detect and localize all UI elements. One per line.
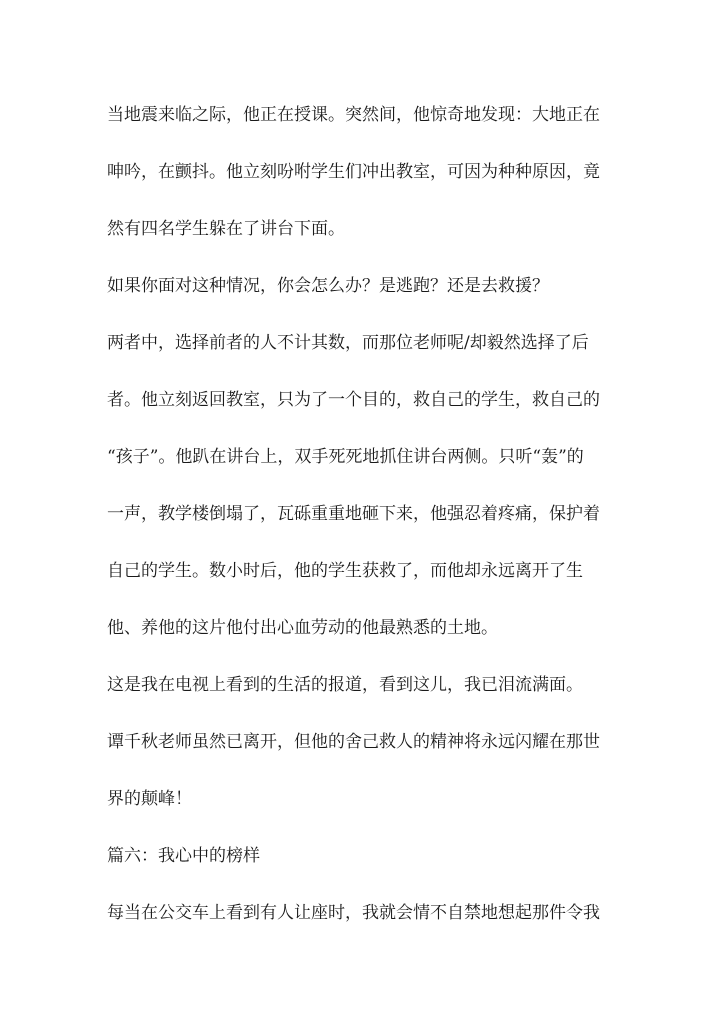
paragraph-line: 呻吟，在颤抖。他立刻吩咐学生们冲出教室，可因为种种原因，竟 bbox=[107, 162, 600, 182]
paragraph-line: 谭千秋老师虽然已离开，但他的舍己救人的精神将永远闪耀在那世 bbox=[107, 732, 600, 752]
paragraph-line: 这是我在电视上看到的生活的报道，看到这儿，我已泪流满面。 bbox=[107, 675, 583, 695]
paragraph-line: 他、养他的这片他付出心血劳动的他最熟悉的土地。 bbox=[107, 618, 498, 638]
paragraph-line: 界的颠峰！ bbox=[107, 789, 192, 809]
paragraph-line: 当地震来临之际，他正在授课。突然间，他惊奇地发现：大地正在 bbox=[107, 105, 600, 125]
paragraph-line: 然有四名学生躲在了讲台下面。 bbox=[107, 219, 345, 239]
paragraph-line: 自己的学生。数小时后，他的学生获救了，而他却永远离开了生 bbox=[107, 561, 583, 581]
paragraph-line: 如果你面对这种情况，你会怎么办？是逃跑？还是去救援？ bbox=[107, 276, 549, 296]
section-heading: 篇六：我心中的榜样 bbox=[107, 846, 260, 866]
paragraph-line: 一声，教学楼倒塌了，瓦砾重重地砸下来，他强忍着疼痛，保护着 bbox=[107, 504, 600, 524]
paragraph-line: 者。他立刻返回教室，只为了一个目的，救自己的学生，救自己的 bbox=[107, 390, 600, 410]
paragraph-line: 两者中，选择前者的人不计其数，而那位老师呢/却毅然选择了后 bbox=[107, 333, 589, 353]
paragraph-line: “孩子”。他趴在讲台上，双手死死地抓住讲台两侧。只听“轰”的 bbox=[107, 447, 584, 467]
paragraph-line: 每当在公交车上看到有人让座时，我就会情不自禁地想起那件令我 bbox=[107, 903, 600, 923]
